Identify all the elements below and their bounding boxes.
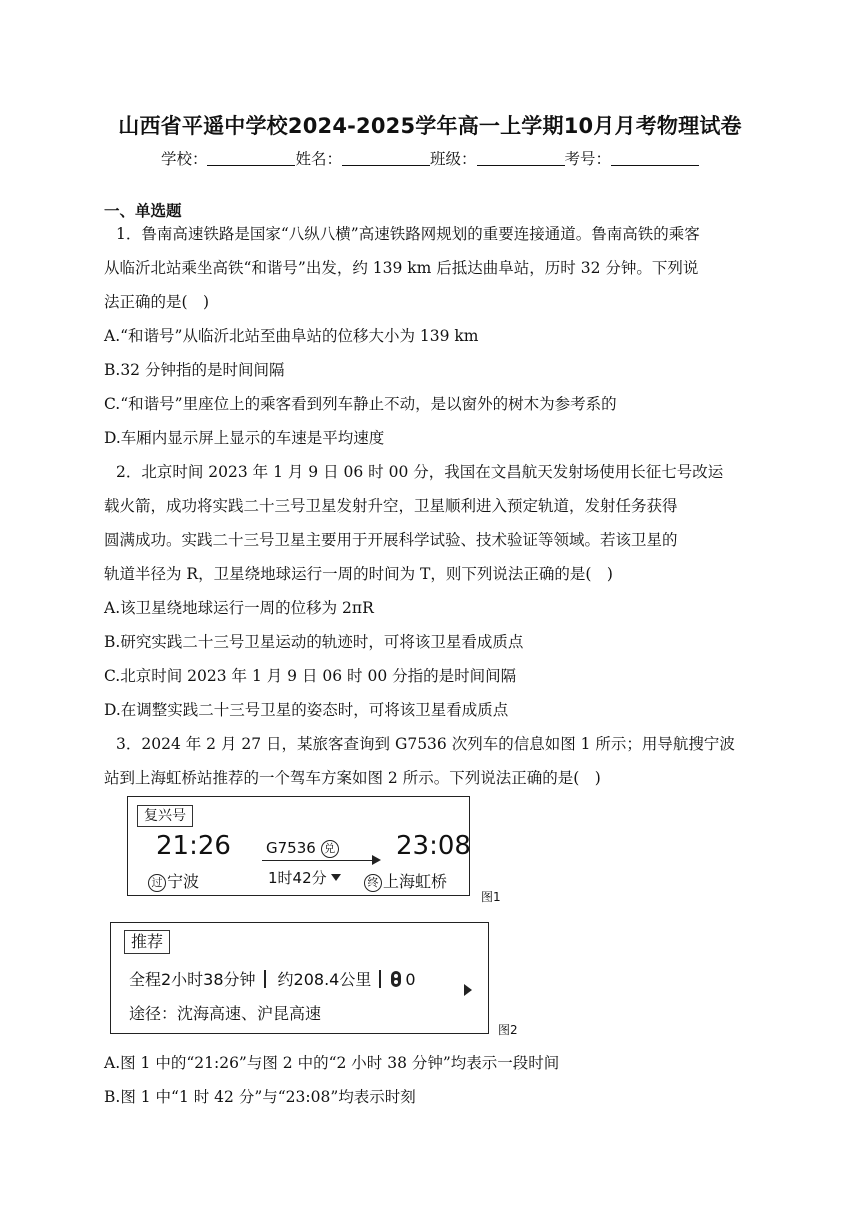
q2-stem-line-4: 轨道半径为 R，卫星绕地球运行一周的时间为 T，则下列说法正确的是( ): [104, 565, 613, 583]
train-type-tag: 复兴号: [137, 805, 193, 827]
pass-icon: 过: [148, 874, 166, 892]
traffic-light-icon: [391, 971, 401, 987]
from-station: [148, 869, 199, 892]
q2-option-c: C.北京时间 2023 年 1 月 9 日 06 时 00 分指的是时间间隔: [104, 667, 517, 685]
q1-option-a: A.“和谐号”从临沂北站至曲阜站的位移大小为 139 km: [104, 327, 479, 345]
q1-option-c: C.“和谐号”里座位上的乘客看到列车静止不动，是以窗外的树木为参考系的: [104, 395, 617, 413]
dropdown-triangle-icon: [331, 874, 341, 881]
q2-option-d: D.在调整实践二十三号卫星的姿态时，可将该卫星看成质点: [104, 701, 509, 719]
divider: [379, 970, 381, 988]
train-number: [266, 839, 340, 858]
name-blank[interactable]: [342, 151, 430, 166]
exam-no-blank[interactable]: [611, 151, 699, 166]
q2-stem-line-3: 圆满成功。实践二十三号卫星主要用于开展科学试验、技术验证等领域。若该卫星的: [104, 531, 678, 549]
q2-stem-line-1: 2．北京时间 2023 年 1 月 9 日 06 时 00 分，我国在文昌航天发射场使用长征七号改运: [116, 463, 724, 481]
duration-text: 1时42分: [268, 869, 327, 887]
figure-1-caption: 图1: [481, 890, 501, 904]
distance: 约208.4公里: [277, 970, 372, 989]
section-heading: 一、单选题: [104, 202, 182, 220]
q1-stem-line-2: 从临沂北站乘坐高铁“和谐号”出发，约 139 km 后抵达曲阜站，历时 32 分钟。下列说: [104, 259, 699, 277]
route-summary: [129, 967, 416, 990]
total-time: 全程2小时38分钟: [129, 970, 256, 989]
figure-2-route-card: [110, 922, 489, 1034]
divider: [264, 970, 266, 988]
school-blank[interactable]: [207, 151, 295, 166]
class-label: 班级：: [430, 150, 477, 168]
q3-option-b: B.图 1 中“1 时 42 分”与“23:08”均表示时刻: [104, 1088, 416, 1106]
from-station-name: 宁波: [167, 872, 200, 891]
arrow-head-icon: [372, 855, 381, 865]
q3-option-a: A.图 1 中的“21:26”与图 2 中的“2 小时 38 分钟”均表示一段时间: [104, 1054, 560, 1072]
chevron-right-icon[interactable]: [464, 984, 472, 996]
train-number-text: G7536: [266, 839, 316, 857]
student-info-line: [0, 147, 860, 169]
figure-1-train-ticket: [127, 796, 470, 896]
page-title: 山西省平遥中学校2024-2025学年高一上学期10月月考物理试卷: [118, 114, 742, 138]
q1-stem-line-3: 法正确的是( ): [104, 293, 210, 311]
trip-duration: [268, 867, 341, 888]
name-label: 姓名：: [295, 150, 342, 168]
recommend-tag: 推荐: [124, 930, 170, 954]
q1-option-b: B.32 分钟指的是时间间隔: [104, 361, 285, 379]
route-roads: 途径：沈海高速、沪昆高速: [129, 1004, 322, 1023]
q2-option-a: A.该卫星绕地球运行一周的位移为 2πR: [104, 599, 374, 617]
q2-option-b: B.研究实践二十三号卫星运动的轨迹时，可将该卫星看成质点: [104, 633, 524, 651]
to-station: [364, 869, 447, 892]
school-label: 学校：: [160, 150, 208, 168]
arrive-time: 23:08: [396, 831, 471, 861]
terminal-icon: 终: [364, 874, 382, 892]
figure-2-caption: 图2: [498, 1023, 518, 1037]
q3-stem-line-1: 3．2024 年 2 月 27 日，某旅客查询到 G7536 次列车的信息如图 1 所示；用导航搜宁波: [116, 735, 735, 753]
traffic-light-count: 0: [405, 970, 416, 989]
depart-time: 21:26: [156, 831, 231, 861]
to-station-name: 上海虹桥: [383, 872, 448, 891]
class-blank[interactable]: [477, 151, 565, 166]
q2-stem-line-2: 载火箭，成功将实践二十三号卫星发射升空，卫星顺利进入预定轨道，发射任务获得: [104, 497, 678, 515]
direction-arrow-line: [262, 860, 374, 861]
q1-option-d: D.车厢内显示屏上显示的车速是平均速度: [104, 429, 385, 447]
redeem-icon: 兑: [321, 840, 339, 858]
q1-stem-line-1: 1．鲁南高速铁路是国家“八纵八横”高速铁路网规划的重要连接通道。鲁南高铁的乘客: [116, 225, 700, 243]
q3-stem-line-2: 站到上海虹桥站推荐的一个驾车方案如图 2 所示。下列说法正确的是( ): [104, 769, 601, 787]
exam-no-label: 考号：: [564, 150, 612, 168]
